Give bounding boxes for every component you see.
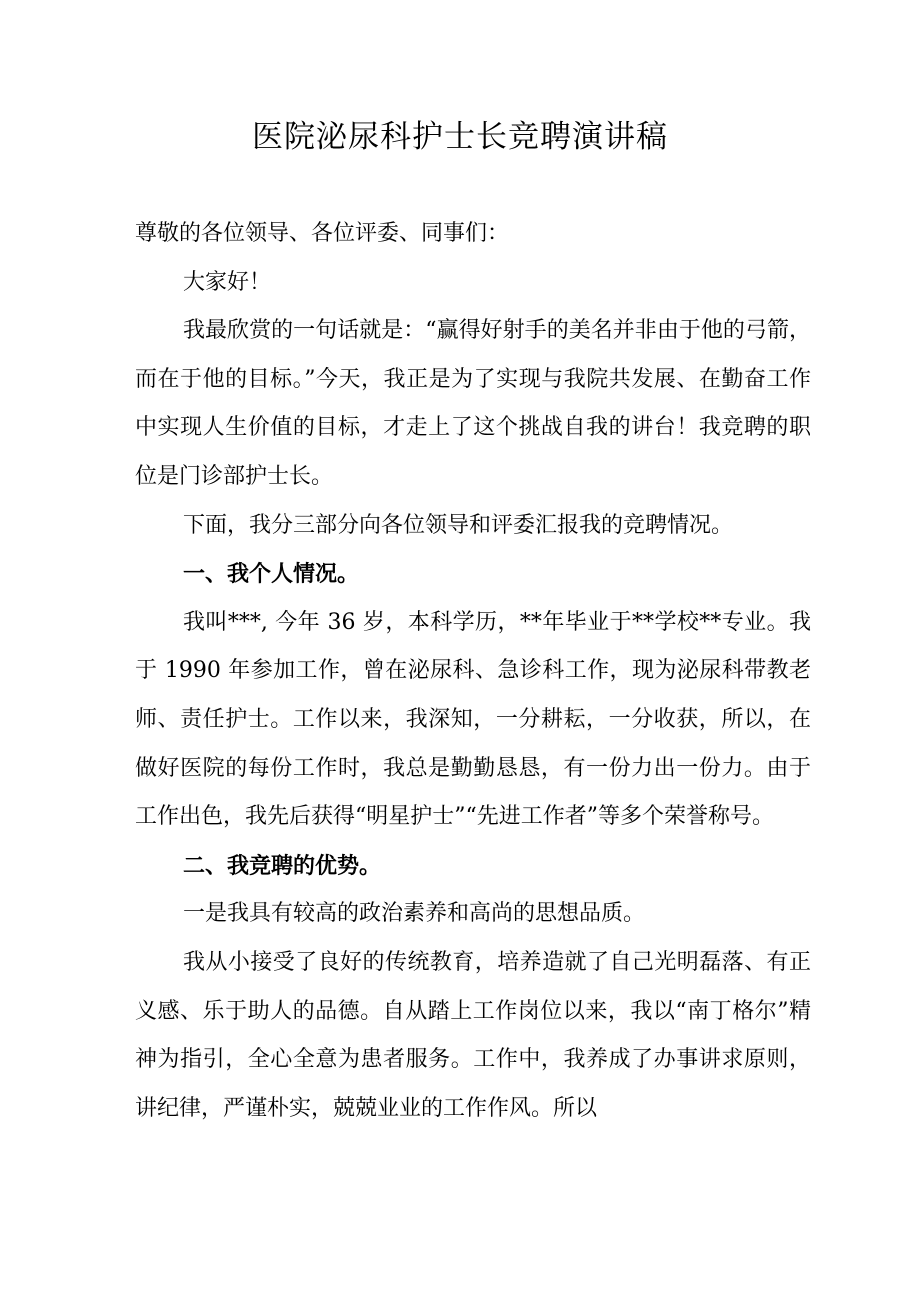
paragraph: 我叫***, 今年 36 岁，本科学历，**年毕业于**学校**专业。我于 1990 年参加工作，曾在泌尿科、急诊科工作，现为泌尿科带教老师、责任护士。工作以来，我深知，一分耕耘，一分收获，所以，在做好医院的每份工作时，我总是勤勤恳恳，有一份力出一份力。由于工作出色，我先后获得“明星护士”“先进工作者”等多个荣誉称号。 bbox=[135, 609, 811, 830]
paragraph: 我最欣赏的一句话就是：“赢得好射手的美名并非由于他的弓箭，而在于他的目标。”今天，我正是为了实现与我院共发展、在勤奋工作中实现人生价值的目标，才走上了这个挑战自我的讲台！我竞聘的职位是门诊部护士长。 bbox=[135, 318, 811, 489]
paragraph: 一是我具有较高的政治素养和高尚的思想品质。 bbox=[183, 901, 646, 927]
document-title: 医院泌尿科护士长竞聘演讲稿 bbox=[252, 119, 668, 155]
salutation: 尊敬的各位领导、各位评委、同事们： bbox=[135, 221, 510, 246]
greeting: 大家好！ bbox=[183, 269, 272, 295]
paragraph: 我从小接受了良好的传统教育，培养造就了自己光明磊落、有正义感、乐于助人的品德。自从踏上工作岗位以来，我以“南丁格尔”精神为指引，全心全意为患者服务。工作中，我养成了办事讲求原则，讲纪律，严谨朴实，兢兢业业的工作作风。所以 bbox=[135, 949, 811, 1121]
section-heading: 二、我竞聘的优势。 bbox=[183, 852, 382, 879]
paragraph: 下面，我分三部分向各位领导和评委汇报我的竞聘情况。 bbox=[183, 512, 734, 538]
section-heading: 一、我个人情况。 bbox=[183, 561, 360, 588]
document-body bbox=[135, 210, 811, 1133]
